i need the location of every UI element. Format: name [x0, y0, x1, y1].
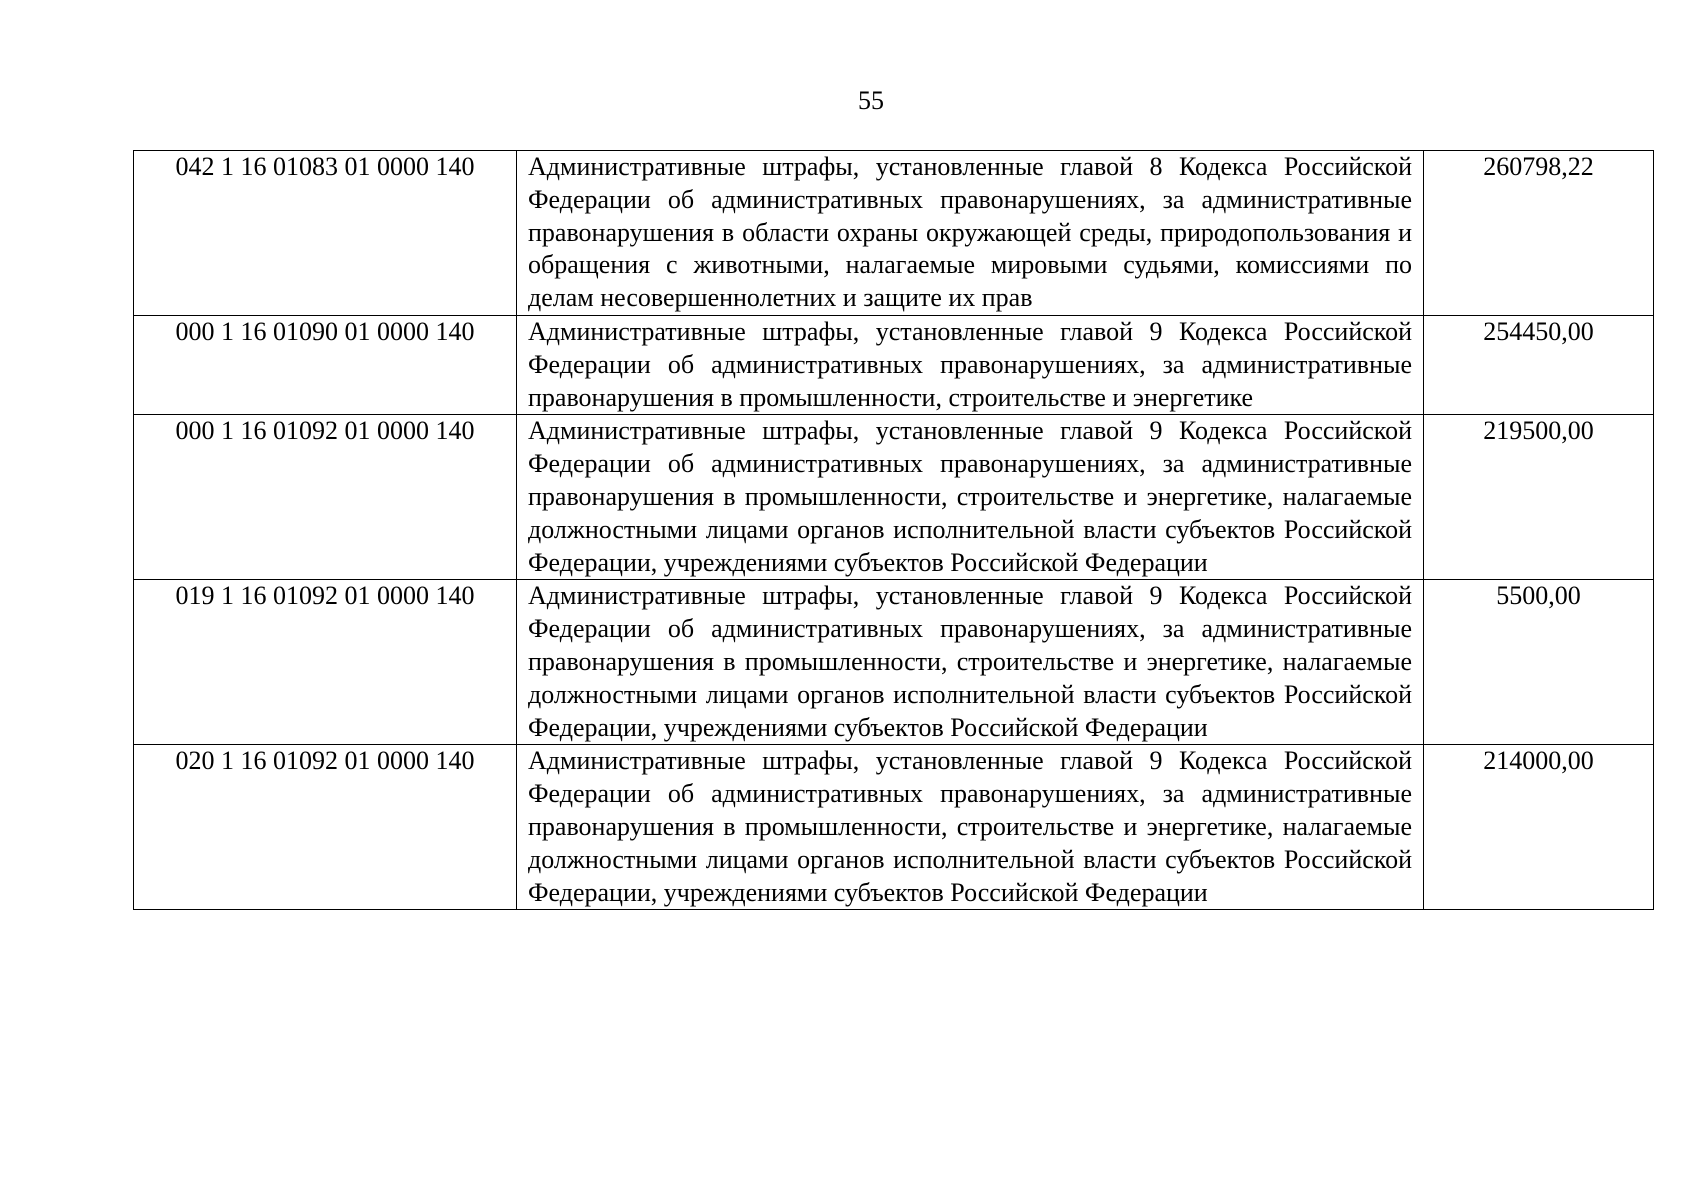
table-row [134, 315, 1654, 414]
amount: 5500,00 [1424, 580, 1654, 745]
page-number: 55 [858, 86, 884, 115]
classification-code: 000 1 16 01090 01 0000 140 [134, 315, 517, 414]
amount: 260798,22 [1424, 151, 1654, 316]
classification-code: 000 1 16 01092 01 0000 140 [134, 415, 517, 580]
table-row [134, 745, 1654, 910]
revenue-description: Административные штрафы, установленные главой 9 Кодекса Российской Федерации об административных правонарушениях, за административные правонарушения в промышленности, строительстве и энергетике, налагаемые должностными лицами органов исполнительной власти субъектов Российской Федерации, учреждениями субъектов Российской Федерации [517, 745, 1424, 910]
amount: 214000,00 [1424, 745, 1654, 910]
classification-code: 020 1 16 01092 01 0000 140 [134, 745, 517, 910]
revenue-description: Административные штрафы, установленные главой 9 Кодекса Российской Федерации об административных правонарушениях, за административные правонарушения в промышленности, строительстве и энергетике, налагаемые должностными лицами органов исполнительной власти субъектов Российской Федерации, учреждениями субъектов Российской Федерации [517, 415, 1424, 580]
classification-code: 019 1 16 01092 01 0000 140 [134, 580, 517, 745]
revenue-description: Административные штрафы, установленные главой 9 Кодекса Российской Федерации об административных правонарушениях, за административные правонарушения в промышленности, строительстве и энергетике, налагаемые должностными лицами органов исполнительной власти субъектов Российской Федерации, учреждениями субъектов Российской Федерации [517, 580, 1424, 745]
amount: 219500,00 [1424, 415, 1654, 580]
revenue-description: Административные штрафы, установленные главой 8 Кодекса Российской Федерации об административных правонарушениях, за административные правонарушения в области охраны окружающей среды, природопользования и обращения с животными, налагаемые мировыми судьями, комиссиями по делам несовершеннолетних и защите их прав [517, 151, 1424, 316]
table-row [134, 151, 1654, 316]
table-row [134, 580, 1654, 745]
classification-code: 042 1 16 01083 01 0000 140 [134, 151, 517, 316]
amount: 254450,00 [1424, 315, 1654, 414]
table-row [134, 415, 1654, 580]
budget-table [133, 150, 1654, 910]
revenue-description: Административные штрафы, установленные главой 9 Кодекса Российской Федерации об административных правонарушениях, за административные правонарушения в промышленности, строительстве и энергетике [517, 315, 1424, 414]
